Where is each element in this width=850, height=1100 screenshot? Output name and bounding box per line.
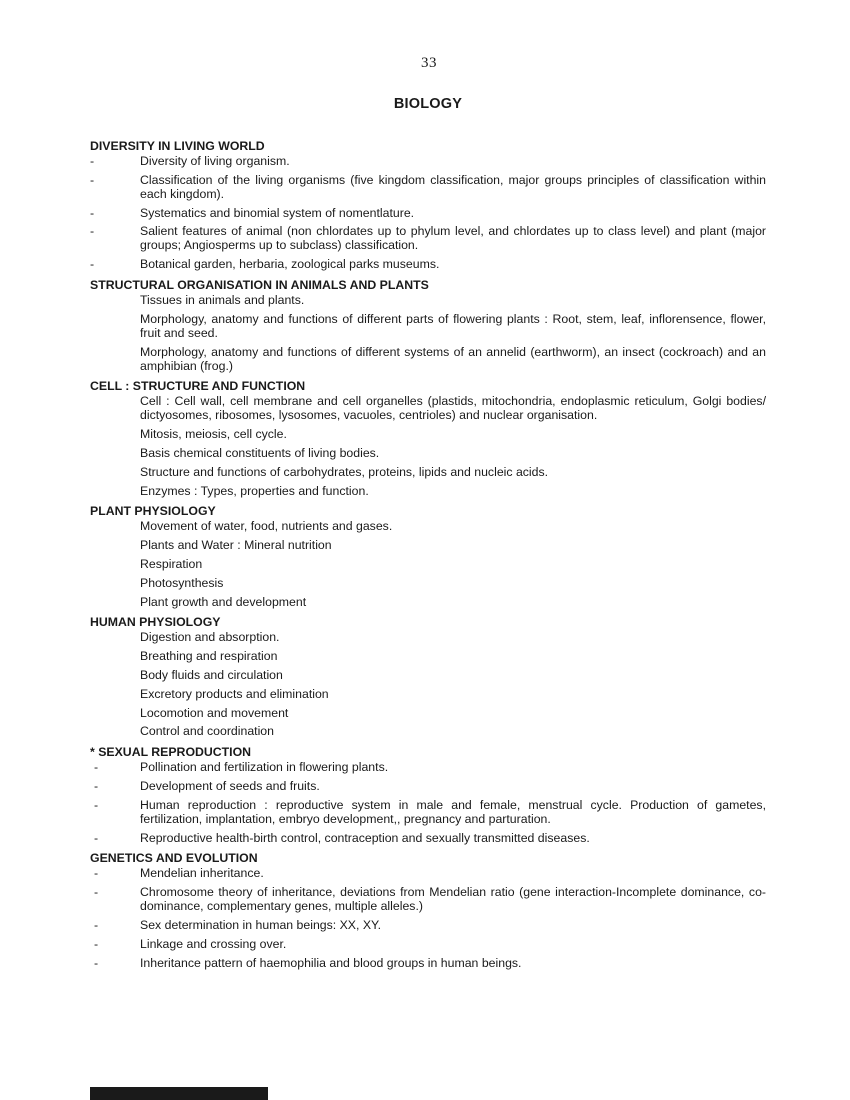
item-text: Human reproduction : reproductive system in male and female, menstrual cycle. Production of gametes, fertilization, implantation, embryo development,, pregnancy and parturation. [140, 797, 766, 826]
item-text: Basis chemical constituents of living bodies. [140, 445, 380, 460]
syllabus-item [90, 224, 766, 252]
item-text: Reproductive health-birth control, contraception and sexually transmitted diseases. [140, 830, 590, 845]
bullet-dash: - [90, 205, 95, 220]
syllabus-item [90, 956, 766, 970]
syllabus-section [90, 377, 766, 497]
syllabus-item [90, 668, 766, 682]
syllabus-content [90, 137, 766, 974]
item-text: Inheritance pattern of haemophilia and blood groups in human beings. [140, 955, 522, 970]
syllabus-section [90, 613, 766, 738]
page-title: BIOLOGY [393, 96, 463, 112]
syllabus-item [90, 760, 766, 774]
item-text: Breathing and respiration [140, 649, 278, 664]
syllabus-item [90, 293, 766, 307]
item-text: Systematics and binomial system of nomentlature. [140, 205, 415, 220]
bullet-dash: - [94, 955, 99, 970]
syllabus-section [90, 743, 766, 844]
syllabus-item [90, 484, 766, 498]
bullet-dash: - [90, 224, 95, 239]
syllabus-item [90, 154, 766, 168]
syllabus-item [90, 446, 766, 460]
item-text: Excretory products and elimination [140, 686, 329, 701]
item-text: Classification of the living organisms (five kingdom classification, major groups principles of classification within each kingdom). [140, 172, 766, 201]
item-text: Cell : Cell wall, cell membrane and cell organelles (plastids, mitochondria, endoplasmic reticulum, Golgi bodies/ dictyosomes, ribosomes, lysosomes, vacuoles, centrioles) and nuclear organisation. [140, 394, 766, 423]
syllabus-item [90, 595, 766, 609]
item-text: Respiration [140, 556, 203, 571]
syllabus-section [90, 502, 766, 608]
bullet-dash: - [94, 760, 99, 775]
item-text: Photosynthesis [140, 575, 224, 590]
syllabus-item [90, 831, 766, 845]
bullet-dash: - [90, 257, 95, 272]
syllabus-item [90, 519, 766, 533]
syllabus-section [90, 276, 766, 373]
item-text: Sex determination in human beings: XX, XY. [140, 917, 382, 932]
item-text: Structure and functions of carbohydrates, proteins, lipids and nucleic acids. [140, 464, 549, 479]
footer-bar [90, 1087, 268, 1100]
bullet-dash: - [94, 866, 99, 881]
item-text: Movement of water, food, nutrients and gases. [140, 519, 393, 534]
syllabus-item [90, 465, 766, 479]
syllabus-item [90, 630, 766, 644]
section-heading: STRUCTURAL ORGANISATION IN ANIMALS AND PLANTS [90, 277, 429, 292]
section-heading: DIVERSITY IN LIVING WORLD [90, 139, 265, 153]
item-text: Development of seeds and fruits. [140, 778, 320, 793]
item-text: Diversity of living organism. [140, 154, 290, 168]
syllabus-section [90, 849, 766, 969]
syllabus-item [90, 649, 766, 663]
bullet-dash: - [94, 778, 99, 793]
syllabus-item [90, 557, 766, 571]
syllabus-item [90, 538, 766, 552]
item-text: Tissues in animals and plants. [140, 292, 305, 307]
section-heading: CELL : STRUCTURE AND FUNCTION [90, 379, 306, 394]
bullet-dash: - [90, 172, 95, 187]
item-text: Locomotion and movement [140, 705, 289, 720]
bullet-dash: - [94, 797, 99, 812]
item-text: Mitosis, meiosis, cell cycle. [140, 427, 287, 442]
item-text: Chromosome theory of inheritance, deviations from Mendelian ratio (gene interaction-Incomplete dominance, co-dominance, complementary genes, multiple alleles.) [140, 885, 766, 914]
item-text: Linkage and crossing over. [140, 936, 287, 951]
item-text: Digestion and absorption. [140, 630, 280, 645]
syllabus-item [90, 706, 766, 720]
item-text: Enzymes : Types, properties and function. [140, 483, 369, 498]
syllabus-item [90, 206, 766, 220]
bullet-dash: - [94, 917, 99, 932]
item-text: Morphology, anatomy and functions of different systems of an annelid (earthworm), an insect (cockroach) and an amphibian (frog.) [140, 344, 766, 373]
item-text: Plant growth and development [140, 594, 307, 609]
syllabus-item [90, 779, 766, 793]
syllabus-item [90, 394, 766, 422]
item-text: Control and coordination [140, 724, 274, 739]
syllabus-item [90, 866, 766, 880]
syllabus-item [90, 576, 766, 590]
syllabus-item [90, 724, 766, 738]
item-text: Morphology, anatomy and functions of different parts of flowering plants : Root, stem, leaf, inflorensence, flower, fruit and seed. [140, 311, 766, 340]
page-number: 33 [421, 55, 437, 71]
syllabus-item [90, 937, 766, 951]
item-text: Botanical garden, herbaria, zoological parks museums. [140, 257, 440, 272]
syllabus-item [90, 173, 766, 201]
item-text: Plants and Water : Mineral nutrition [140, 538, 332, 553]
syllabus-item [90, 918, 766, 932]
syllabus-item [90, 427, 766, 441]
syllabus-item [90, 687, 766, 701]
section-heading: HUMAN PHYSIOLOGY [90, 615, 221, 630]
bullet-dash: - [94, 936, 99, 951]
syllabus-section [90, 137, 766, 271]
syllabus-item [90, 885, 766, 913]
bullet-dash: - [90, 154, 95, 168]
syllabus-item [90, 798, 766, 826]
item-text: Body fluids and circulation [140, 667, 283, 682]
syllabus-item [90, 345, 766, 373]
bullet-dash: - [94, 830, 99, 845]
item-text: Mendelian inheritance. [140, 866, 264, 881]
section-heading: GENETICS AND EVOLUTION [90, 851, 258, 866]
section-heading: PLANT PHYSIOLOGY [90, 504, 216, 519]
syllabus-item [90, 312, 766, 340]
syllabus-item [90, 257, 766, 271]
item-text: Pollination and fertilization in flowering plants. [140, 760, 389, 775]
bullet-dash: - [94, 885, 99, 900]
section-heading: * SEXUAL REPRODUCTION [90, 745, 252, 760]
item-text: Salient features of animal (non chlordates up to phylum level, and chlordates up to class level) and plant (major groups; Angiosperms up to subclass) classification. [140, 224, 766, 253]
